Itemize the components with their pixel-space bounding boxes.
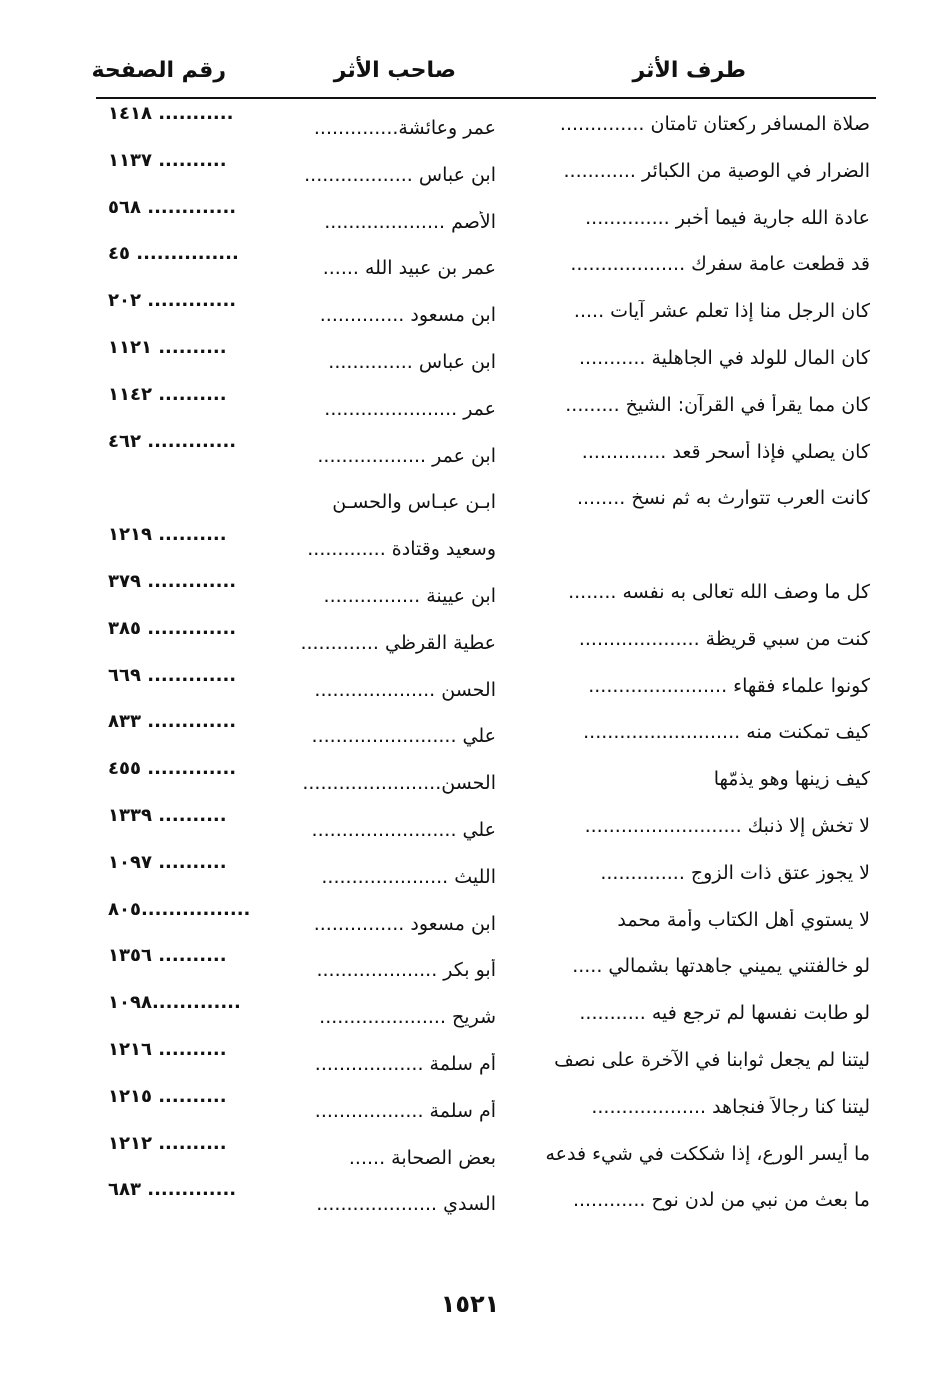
page-reference: ٤٥٥ ............. [108, 758, 237, 780]
page-reference: ١٤١٨ ........... [108, 103, 234, 124]
athar-narrator: ابن عباس .............. [328, 350, 496, 373]
table-row [96, 568, 876, 615]
table-row [96, 615, 876, 662]
athar-phrase: كانت العرب تتوارث به ثم نسخ ........ [576, 487, 870, 510]
index-table [96, 100, 876, 1223]
table-row [96, 474, 876, 521]
table-row [96, 1036, 876, 1083]
page-reference: ٣٨٥ ............. [108, 617, 237, 639]
athar-phrase: ليتنا كنا رجالاً فنجاهد ................... [591, 1095, 870, 1118]
athar-narrator: أبو بكر .................... [316, 959, 496, 982]
page-reference: ١٠٩٧ .......... [108, 851, 227, 873]
table-header [91, 52, 876, 96]
athar-phrase: لا يستوي أهل الكتاب وأمة محمد [617, 908, 870, 931]
athar-narrator: عمر بن عبيد الله ...... [322, 257, 496, 280]
page-number: ١٥٢١ [440, 1290, 500, 1318]
athar-narrator: وسعيد وقتادة ............. [307, 538, 496, 561]
page-reference: ٦٦٩ ............. [108, 664, 237, 686]
athar-phrase: كونوا علماء فقهاء ....................... [588, 674, 870, 697]
table-row [96, 849, 876, 896]
page-reference: ١٠٩٨............. [108, 992, 241, 1014]
table-row [96, 1083, 876, 1130]
page-reference: ١٢١٦ .......... [108, 1038, 227, 1060]
athar-phrase: لو طابت نفسها لم ترجع فيه ........... [579, 1002, 870, 1025]
table-row [96, 147, 876, 194]
table-row [96, 240, 876, 287]
athar-narrator: الليث ..................... [321, 865, 496, 888]
table-row [96, 802, 876, 849]
table-row [96, 194, 876, 241]
athar-phrase: لو خالفتني يميني جاهدتها بشمالي ..... [572, 955, 870, 978]
page-reference: ٤٥ ............... [108, 243, 239, 265]
table-row [96, 1176, 876, 1223]
column-header-page: رقم الصفحة [91, 58, 226, 83]
page-reference: ١١٤٢ .......... [108, 383, 227, 405]
page-reference: ١٢١٥ .......... [108, 1085, 227, 1107]
page-reference: ٣٧٩ ............. [108, 570, 237, 592]
table-row [96, 708, 876, 755]
athar-narrator: عمر ...................... [324, 397, 496, 420]
page-reference: ١٢١٢ .......... [108, 1132, 227, 1154]
athar-narrator: علي ........................ [311, 725, 496, 748]
table-row [96, 662, 876, 709]
athar-phrase: كيف زينها وهو يذمّها [713, 768, 870, 791]
athar-narrator: الحسن....................... [302, 772, 496, 795]
page-reference: ١١٢١ .......... [108, 336, 227, 358]
athar-phrase: عادة الله جارية فيما أخبر .............. [585, 206, 870, 229]
athar-narrator: السدي .................... [316, 1193, 496, 1216]
table-row [96, 428, 876, 475]
athar-phrase: صلاة المسافر ركعتان تامتان .............. [559, 113, 870, 135]
athar-narrator: ابن عباس .................. [304, 163, 496, 186]
athar-phrase: ليتنا لم يجعل ثوابنا في الآخرة على نصف [554, 1048, 870, 1071]
athar-narrator: أم سلمة .................. [314, 1099, 496, 1122]
page-reference: ٨٣٣ ............. [108, 711, 237, 733]
athar-phrase: كل ما وصف الله تعالى به نفسه ........ [568, 580, 870, 603]
page-reference: ١٣٣٩ .......... [108, 804, 227, 826]
athar-narrator: ابن مسعود .............. [319, 304, 496, 327]
table-row [96, 287, 876, 334]
column-header-tarf: طرف الأثر [632, 58, 746, 83]
athar-narrator: ابـن عبـاس والحسـن [332, 491, 496, 514]
athar-narrator: شريح ..................... [319, 1006, 496, 1029]
athar-phrase: كان يصلي فإذا أسحر قعد .............. [581, 440, 870, 463]
athar-phrase: ما أيسر الورع، إذا شككت في شيء فدعه [545, 1142, 870, 1165]
table-row [96, 755, 876, 802]
athar-narrator: عمر وعائشة.............. [313, 117, 496, 139]
athar-phrase: كيف تمكنت منه .......................... [583, 721, 870, 744]
table-row [96, 334, 876, 381]
page-reference: ٢٠٢ ............. [108, 290, 237, 312]
athar-phrase: كان الرجل منا إذا تعلم عشر آيات ..... [573, 300, 870, 323]
page-reference: ٤٦٢ ............. [108, 430, 237, 452]
athar-narrator: علي ........................ [311, 818, 496, 841]
athar-phrase: كان مما يقرأ في القرآن: الشيخ ......... [565, 393, 870, 416]
table-row [96, 989, 876, 1036]
table-row [96, 1130, 876, 1177]
page-reference: ١٣٥٦ .......... [108, 945, 227, 967]
athar-phrase: لا يجوز عتق ذات الزوج .............. [600, 861, 870, 884]
athar-phrase: كان المال للولد في الجاهلية ........... [579, 346, 870, 369]
header-rule [96, 97, 876, 99]
table-row [96, 100, 876, 147]
athar-phrase: كنت من سبي قريظة .................... [578, 627, 870, 650]
athar-phrase: الضرار في الوصية من الكبائر ............ [563, 159, 870, 182]
athar-narrator: بعض الصحابة ...... [348, 1146, 496, 1169]
page-reference: ٨٠٥................ [108, 898, 251, 920]
athar-narrator: الحسن .................... [314, 678, 496, 701]
page-reference: ١٢١٩ .......... [108, 524, 227, 546]
table-row [96, 942, 876, 989]
athar-narrator: ابن مسعود ............... [313, 912, 496, 935]
athar-phrase: ما بعث من نبي من لدن نوح ............ [572, 1189, 870, 1212]
athar-phrase: قد قطعت عامة سفرك ................... [570, 253, 870, 276]
athar-narrator: عطية القرظي ............. [300, 631, 496, 654]
athar-narrator: ابن عمر .................. [317, 444, 496, 467]
column-header-sahib: صاحب الأثر [333, 58, 456, 83]
page-reference: ٥٦٨ ............. [108, 196, 237, 218]
table-row [96, 896, 876, 943]
table-row [96, 381, 876, 428]
athar-phrase: لا تخش إلا ذنبك .......................... [584, 814, 870, 837]
athar-narrator: أم سلمة .................. [314, 1052, 496, 1075]
athar-narrator: الأصم .................... [324, 210, 496, 233]
athar-narrator: ابن عيينة ................ [323, 584, 496, 607]
page-reference: ١١٣٧ .......... [108, 149, 227, 171]
page-reference: ٦٨٣ ............. [108, 1179, 237, 1201]
table-row [96, 521, 876, 568]
